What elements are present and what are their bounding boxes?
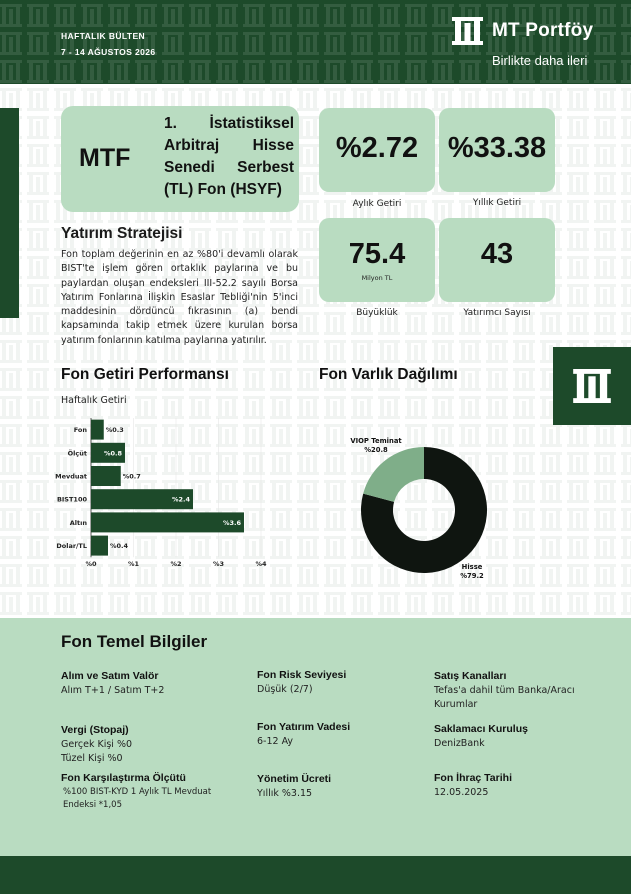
info-label: Fon Yatırım Vadesi bbox=[257, 721, 351, 733]
bar bbox=[91, 512, 244, 532]
info-value: DenizBank bbox=[434, 738, 485, 749]
donut-slice bbox=[363, 447, 424, 502]
strategy-title: Yatırım Stratejisi bbox=[61, 225, 183, 242]
bar bbox=[91, 536, 108, 556]
slice-label: VIOP Teminat bbox=[350, 437, 402, 445]
info-item-tax bbox=[61, 724, 132, 766]
x-tick-label: %3 bbox=[212, 560, 225, 569]
investor-count-card bbox=[439, 218, 555, 302]
fund-size-card bbox=[319, 218, 435, 302]
bar bbox=[91, 466, 121, 486]
bar-value-label: %3.6 bbox=[222, 518, 241, 527]
date-range: 7 - 14 AĞUSTOS 2026 bbox=[61, 47, 156, 57]
info-value: 12.05.2025 bbox=[434, 787, 489, 798]
bar-value-label: %0.7 bbox=[122, 472, 141, 481]
weekly-return-bar-chart bbox=[45, 415, 285, 575]
info-item-valor bbox=[61, 670, 164, 698]
info-item-risk bbox=[257, 669, 346, 697]
bar-value-label: %0.8 bbox=[103, 449, 122, 458]
bulletin-header bbox=[61, 28, 156, 60]
asset-allocation-donut-chart bbox=[320, 420, 550, 590]
brand[interactable] bbox=[452, 17, 593, 45]
bar-value-label: %2.4 bbox=[171, 495, 190, 504]
bar-value-label: %0.3 bbox=[105, 426, 124, 435]
info-value-2: Tüzel Kişi %0 bbox=[61, 753, 123, 764]
mt-portfoy-logo-icon bbox=[452, 17, 483, 45]
info-label: Fon İhraç Tarihi bbox=[434, 772, 512, 784]
x-tick-label: %1 bbox=[127, 560, 140, 569]
fund-size-label: Büyüklük bbox=[356, 308, 398, 318]
mt-portfoy-logo-icon bbox=[572, 369, 612, 403]
allocation-title: Fon Varlık Dağılımı bbox=[319, 366, 458, 383]
bar bbox=[91, 420, 104, 440]
category-label: Fon bbox=[73, 426, 87, 435]
monthly-return-value: %2.72 bbox=[335, 132, 419, 164]
fund-name: 1. İstatistiksel Arbitraj Hisse Senedi Serbest (TL) Fon (HSYF) bbox=[164, 115, 294, 198]
brand-name: MT Portföy bbox=[492, 20, 594, 41]
info-value: Düşük (2/7) bbox=[257, 684, 313, 695]
x-tick-label: %2 bbox=[170, 560, 182, 569]
fund-name-card bbox=[61, 106, 299, 212]
info-item-channels bbox=[434, 670, 599, 712]
info-item-custodian bbox=[434, 723, 528, 751]
category-label: Altın bbox=[69, 518, 87, 527]
fund-info-section bbox=[0, 618, 631, 856]
info-value: %100 BIST-KYD 1 Aylık TL Mevduat Endeksi *1,05 bbox=[63, 787, 212, 810]
fund-code: MTF bbox=[79, 144, 131, 172]
info-value: Alım T+1 / Satım T+2 bbox=[61, 685, 165, 696]
info-value: Yıllık %3.15 bbox=[257, 788, 313, 799]
fund-size-unit: Milyon TL bbox=[361, 274, 393, 282]
info-item-issue-date bbox=[434, 772, 512, 800]
footer-bar bbox=[0, 856, 631, 894]
yearly-return-card bbox=[439, 108, 555, 192]
monthly-return-label: Aylık Getiri bbox=[352, 199, 402, 209]
yearly-return-label: Yıllık Getiri bbox=[472, 198, 522, 208]
info-label: Alım ve Satım Valör bbox=[61, 670, 159, 682]
info-label: Fon Karşılaştırma Ölçütü bbox=[61, 772, 186, 784]
info-label: Saklamacı Kuruluş bbox=[434, 723, 528, 735]
info-value: Tefas'a dahil tüm Banka/Aracı Kurumlar bbox=[434, 685, 575, 710]
slice-label: Hisse bbox=[461, 563, 483, 571]
info-item-benchmark bbox=[61, 772, 231, 812]
investor-count-value: 43 bbox=[480, 238, 514, 270]
info-value: 6-12 Ay bbox=[257, 736, 294, 747]
monthly-return-card bbox=[319, 108, 435, 192]
info-item-term bbox=[257, 721, 350, 749]
fund-size-value: 75.4 bbox=[348, 238, 406, 270]
slice-value-label: %20.8 bbox=[364, 446, 388, 454]
info-title: Fon Temel Bilgiler bbox=[61, 632, 208, 651]
yearly-return-value: %33.38 bbox=[447, 132, 547, 164]
left-accent-bar bbox=[0, 108, 19, 318]
info-item-fee bbox=[257, 773, 331, 801]
info-label: Fon Risk Seviyesi bbox=[257, 669, 347, 681]
category-label: Mevduat bbox=[55, 472, 87, 481]
slice-value-label: %79.2 bbox=[460, 572, 484, 580]
performance-title: Fon Getiri Performansı bbox=[61, 366, 229, 383]
category-label: BIST100 bbox=[56, 495, 87, 504]
header-banner bbox=[0, 0, 631, 84]
info-label: Vergi (Stopaj) bbox=[61, 724, 129, 736]
info-label: Satış Kanalları bbox=[434, 670, 507, 682]
category-label: Ölçüt bbox=[67, 449, 87, 458]
bulletin-label: HAFTALIK BÜLTEN bbox=[61, 31, 146, 41]
info-value: Gerçek Kişi %0 bbox=[61, 739, 133, 750]
x-tick-label: %0 bbox=[85, 560, 97, 569]
bar-value-label: %0.4 bbox=[110, 542, 129, 551]
info-label: Yönetim Ücreti bbox=[257, 773, 332, 785]
right-logo-block bbox=[553, 347, 631, 425]
category-label: Dolar/TL bbox=[56, 542, 87, 551]
x-tick-label: %4 bbox=[255, 560, 267, 569]
strategy-text: Fon toplam değerinin en az %80'i devamlı olarak BIST'te işlem gören ortaklık paylarına ve bu paylardan oluşan endeksleri III-52.2 sayılı Borsa Yatırım Fonlarına İlişkin Esaslar Tebliği'nin 5'inci maddesinin dördüncü fıkrasının (a) bendi kapsamında takip etmek üzere kurulan borsa yatırım fonlarının katılma paylarına yatırılır. bbox=[61, 249, 298, 346]
brand-slogan: Birlikte daha ileri bbox=[492, 53, 588, 68]
performance-subtitle: Haftalık Getiri bbox=[61, 395, 127, 406]
investor-count-label: Yatırımcı Sayısı bbox=[463, 308, 531, 318]
